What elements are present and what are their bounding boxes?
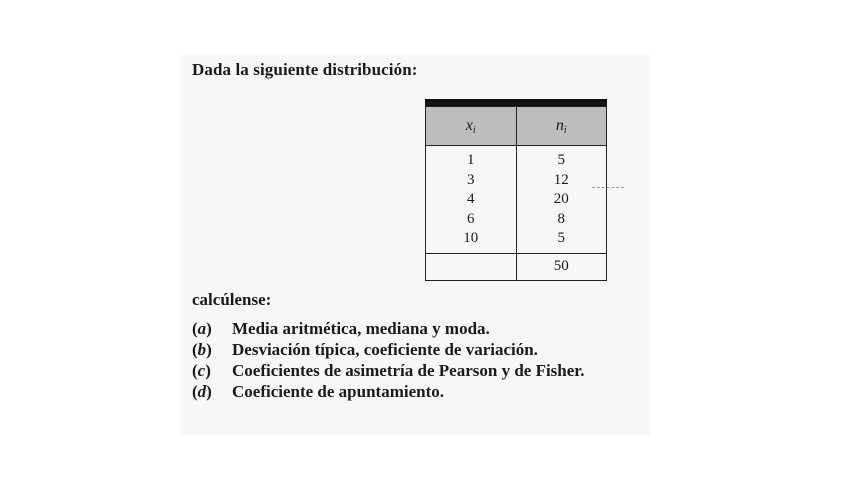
question-letter: (d)	[192, 382, 212, 401]
header-x: $x_i$	[426, 107, 517, 146]
question-letter: (b)	[192, 340, 212, 359]
question-text: Coeficientes de asimetría de Pearson y de Fisher.	[232, 361, 585, 380]
n-value: 8	[557, 210, 565, 227]
total-cell: 50	[516, 253, 607, 280]
n-value: 12	[553, 171, 569, 188]
x-value: 3	[467, 171, 475, 188]
x-value: 6	[467, 210, 475, 227]
question-text: Coeficiente de apuntamiento.	[232, 382, 445, 401]
header-n: $n_i$	[516, 107, 607, 146]
question-item	[192, 381, 585, 402]
x-value: 4	[467, 191, 475, 207]
question-item	[192, 339, 585, 360]
x-value: 1	[467, 152, 475, 168]
distribution-table	[425, 99, 607, 281]
question-letter: (c)	[192, 361, 211, 380]
table-top-rule	[425, 99, 607, 106]
n-value: 5	[557, 152, 565, 168]
question-item	[192, 360, 585, 381]
question-letter: (a)	[192, 319, 212, 338]
prompt-text: calcúlense:	[192, 290, 272, 309]
n-values-cell	[516, 146, 607, 254]
scan-mark	[592, 187, 624, 188]
n-value: 20	[553, 191, 569, 207]
x-values-cell	[426, 146, 517, 254]
x-value: 10	[463, 230, 479, 246]
intro-text: Dada la siguiente distribución:	[192, 60, 418, 79]
question-list	[192, 318, 585, 402]
total-empty-cell	[426, 253, 517, 280]
n-value: 5	[557, 230, 565, 246]
question-item	[192, 318, 585, 339]
question-text: Media aritmética, mediana y moda.	[232, 319, 490, 338]
question-text: Desviación típica, coeficiente de variación.	[232, 340, 538, 359]
